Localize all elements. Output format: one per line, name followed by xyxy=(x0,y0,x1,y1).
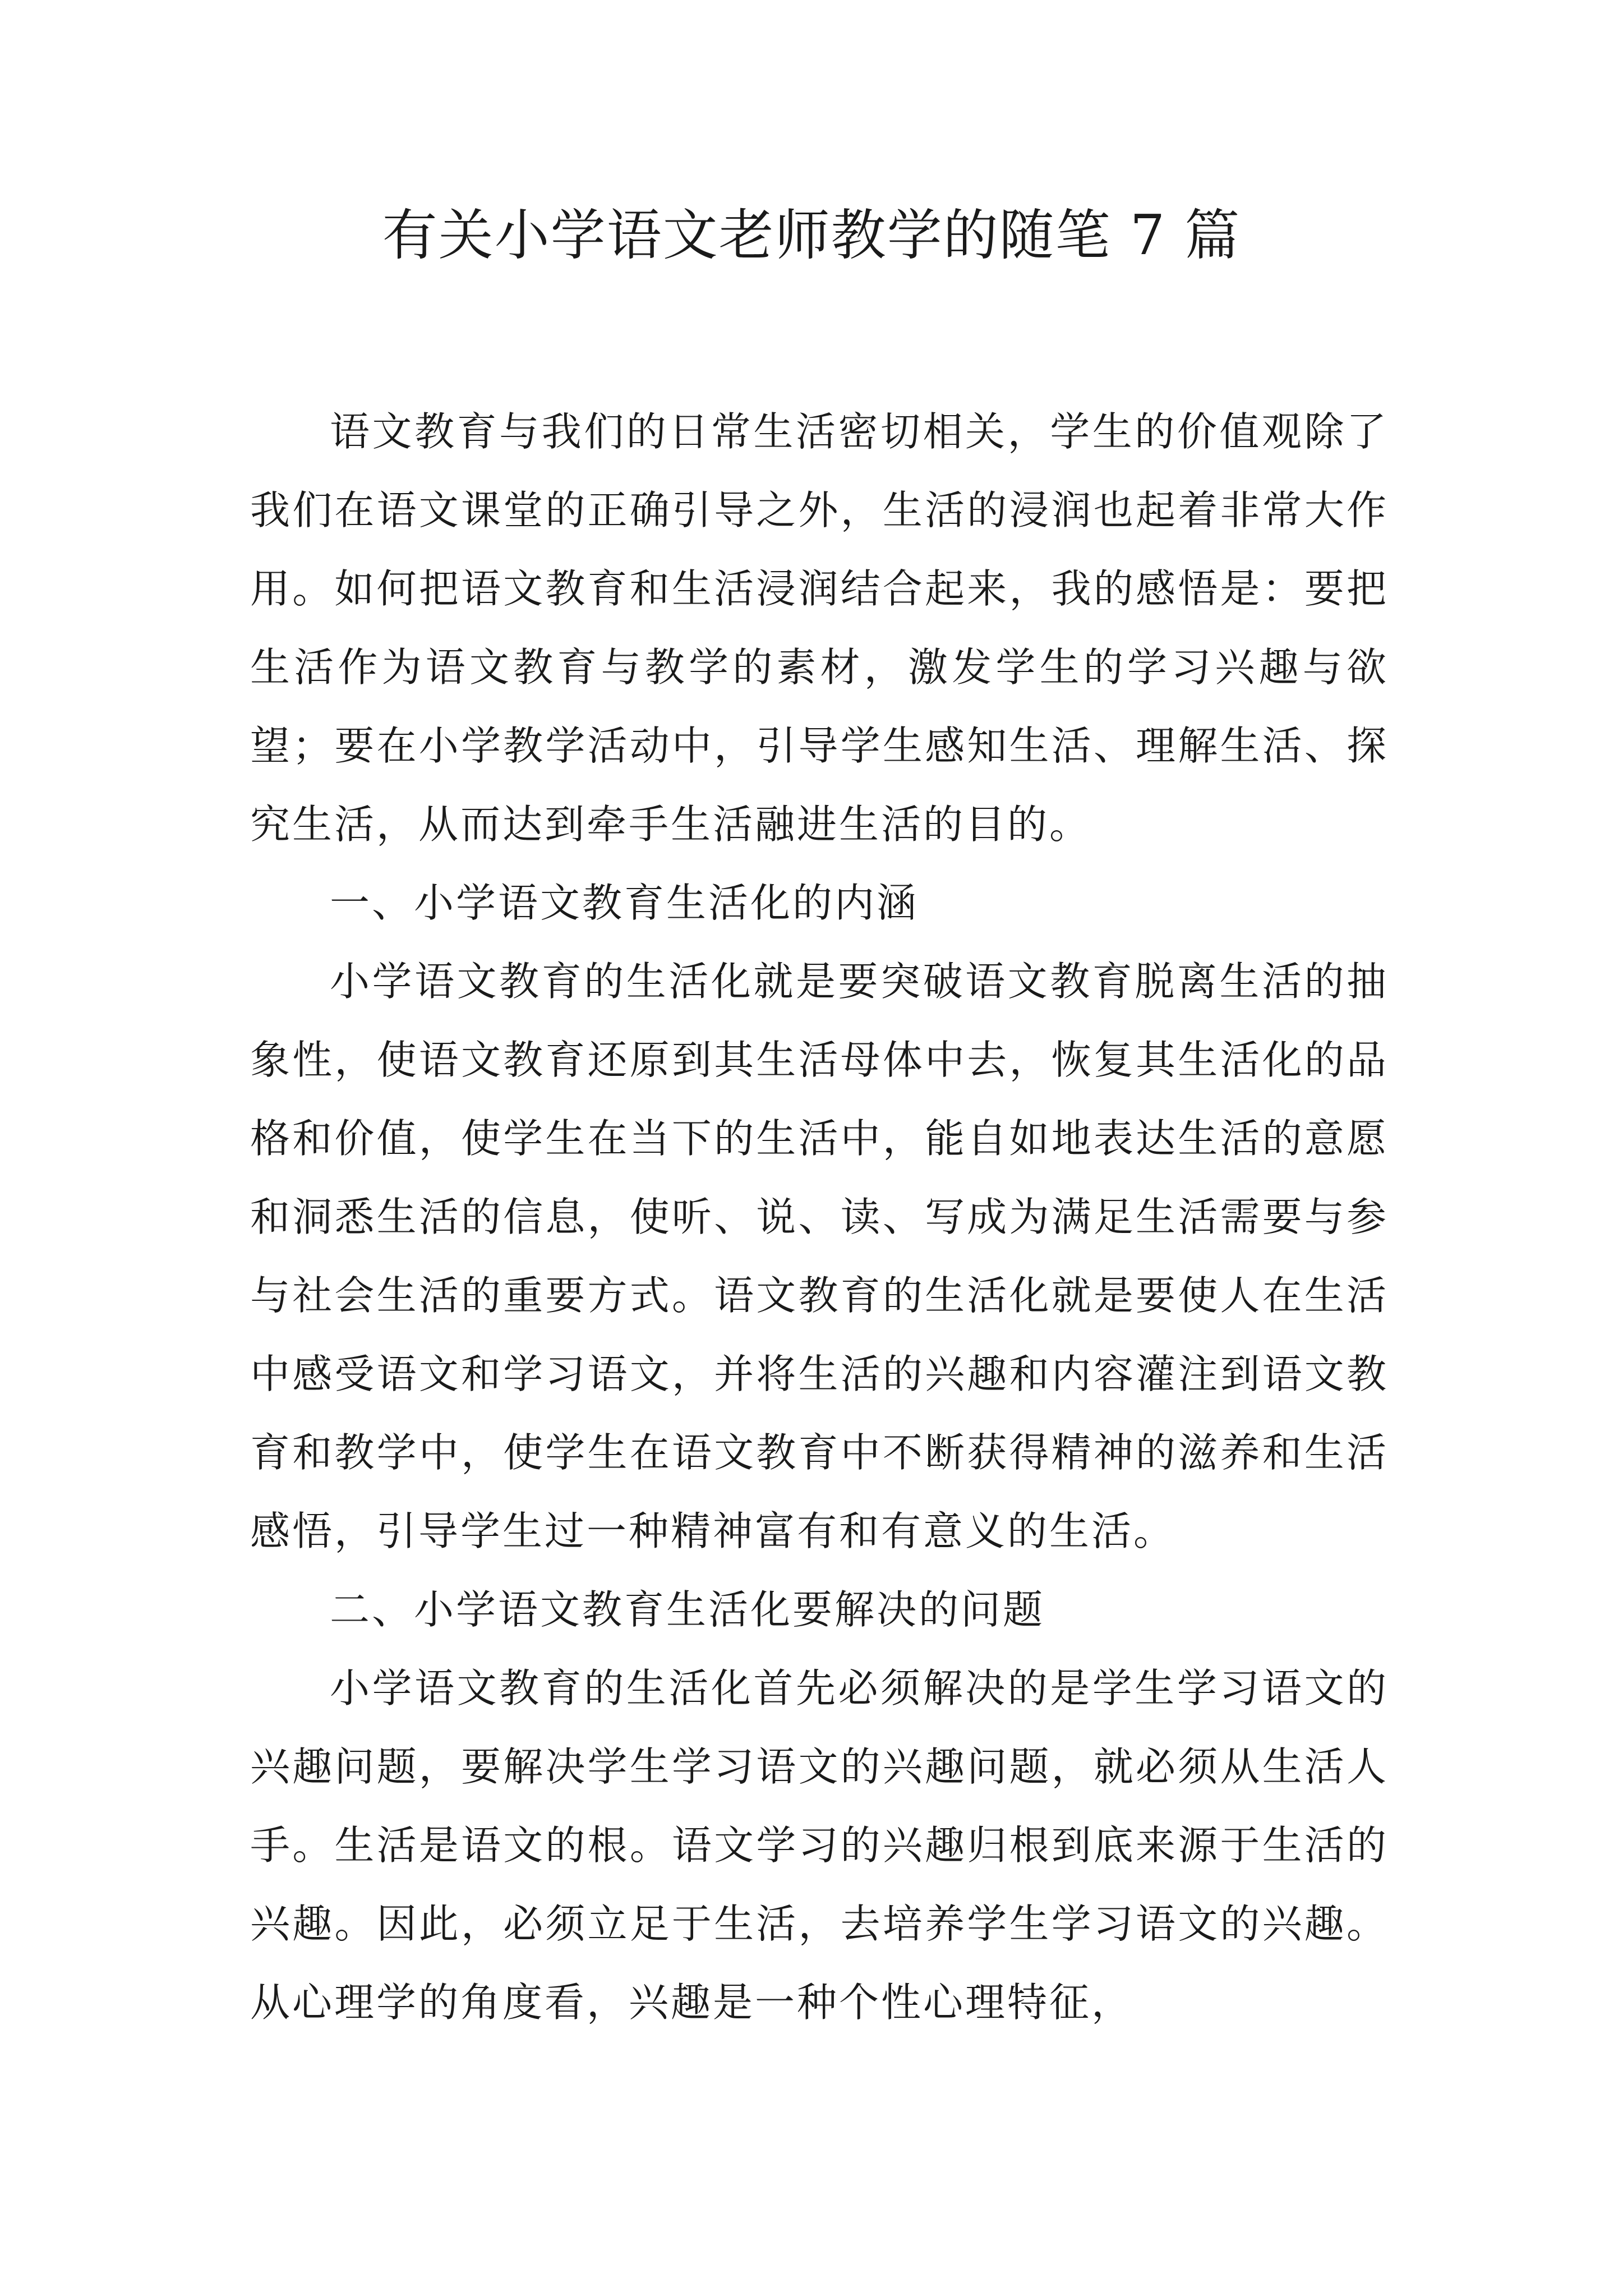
paragraph-section-2: 小学语文教育的生活化首先必须解决的是学生学习语文的兴趣问题，要解决学生学习语文的兴趣问题，就必须从生活人手。生活是语文的根。语文学习的兴趣归根到底来源于生活的兴趣。因此，必须立足于生活，去培养学生学习语文的兴趣。从心理学的角度看，兴趣是一种个性心理特征， xyxy=(250,1665,1389,2026)
paragraph-intro: 语文教育与我们的日常生活密切相关，学生的价值观除了我们在语文课堂的正确引导之外，生活的浸润也起着非常大作用。如何把语文教育和生活浸润结合起来，我的感悟是：要把生活作为语文教育与教学的素材，激发学生的学习兴趣与欲望；要在小学教学活动中，引导学生感知生活、理解生活、探究生活，从而达到牵手生活融进生活的目的。 xyxy=(250,408,1389,848)
document-body xyxy=(250,393,1389,2042)
document-title: 有关小学语文老师教学的随笔 7 篇 xyxy=(382,204,1241,268)
paragraph-section-1: 小学语文教育的生活化就是要突破语文教育脱离生活的抽象性，使语文教育还原到其生活母体中去，恢复其生活化的品格和价值，使学生在当下的生活中，能自如地表达生活的意愿和洞悉生活的信息，使听、说、读、写成为满足生活需要与参与社会生活的重要方式。语文教育的生活化就是要使人在生活中感受语文和学习语文，并将生活的兴趣和内容灌注到语文教育和教学中，使学生在语文教育中不断获得精神的滋养和生活感悟，引导学生过一种精神富有和有意义的生活。 xyxy=(250,958,1389,1554)
section-heading-1: 一、小学语文教育生活化的内涵 xyxy=(330,880,919,926)
section-heading-2: 二、小学语文教育生活化要解决的问题 xyxy=(330,1586,1045,1633)
